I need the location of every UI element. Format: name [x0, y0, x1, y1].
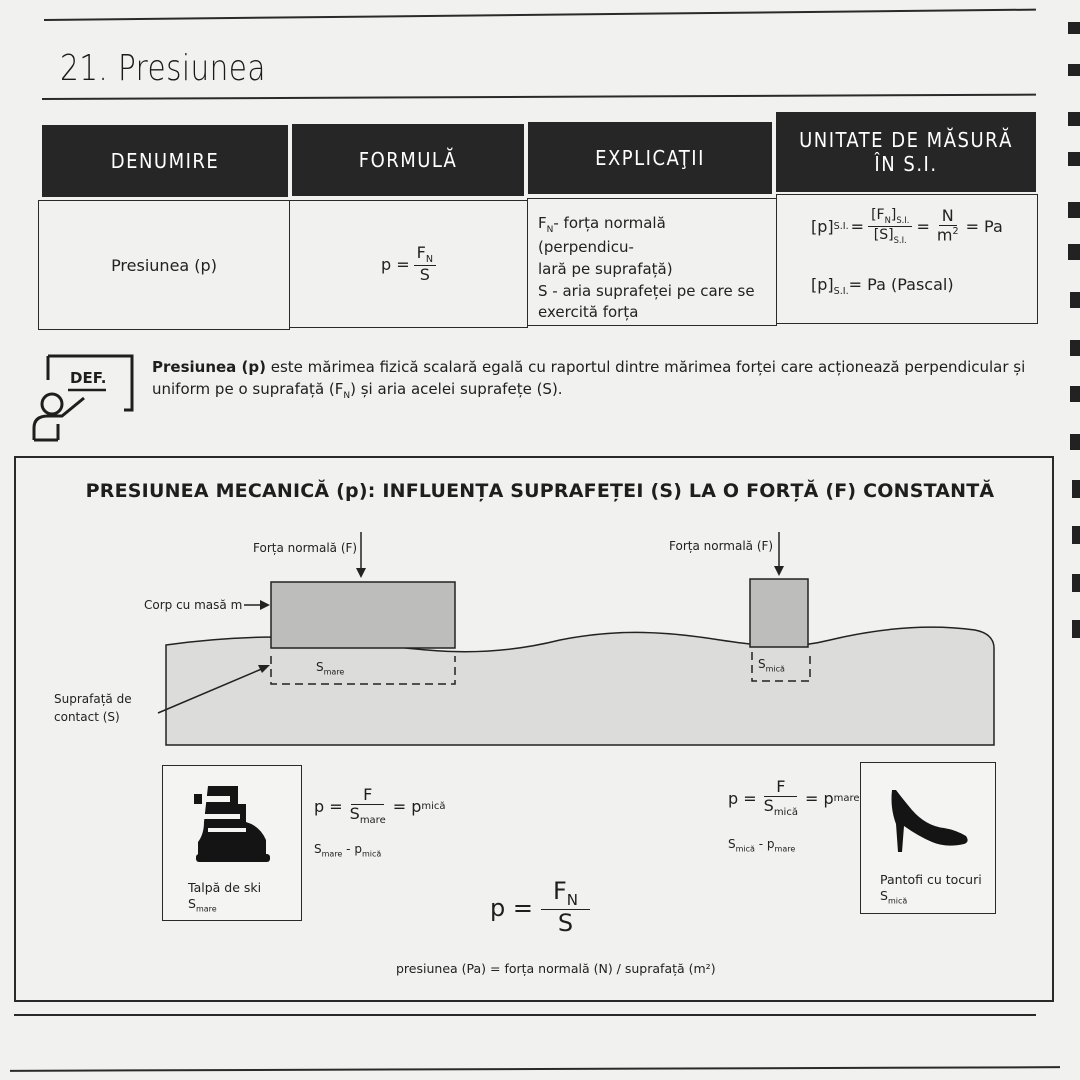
ski-note: $S_{mare} - p_{mică}$ — [314, 842, 382, 859]
diagram-title: PRESIUNEA MECANICĂ (p): INFLUENȚA SUPRAFEȚEI (S) LA O FORȚĂ (F) CONSTANTĂ — [85, 480, 995, 502]
s-mare-label: $S_{mare}$ — [316, 660, 345, 677]
heel-formula: p = $\frac{F}{S_{mică}}$ = p mare — [728, 777, 860, 819]
binding-marks — [1062, 0, 1080, 680]
s-mica-label: $S_{mică}$ — [758, 657, 785, 674]
ski-boot-icon — [190, 782, 274, 868]
definition-icon-label: DEF. — [70, 369, 107, 387]
table-header-formula: FORMULĂ — [292, 124, 524, 196]
bottom-rule — [14, 1014, 1036, 1016]
ski-caption: Talpă de ski $S_{mare}$ — [188, 880, 262, 914]
table-header-unitate: UNITATE DE MĂSURĂ ÎN S.I. — [776, 112, 1036, 192]
body-arrow — [260, 600, 270, 610]
table-header-denumire: DENUMIRE — [42, 125, 288, 197]
ski-formula: p = $\frac{F}{S_{mare}}$ = p mică — [314, 785, 446, 827]
main-formula: p = $\frac{F_N}{S}$ — [490, 878, 590, 938]
force-arrow-right — [774, 566, 784, 576]
force-label-right: Forța normală (F) — [669, 539, 774, 553]
table-header-explicatii: EXPLICAŢII — [528, 122, 772, 194]
large-block — [271, 582, 455, 648]
heel-caption: Pantofi cu tocuri $S_{mică}$ — [880, 872, 982, 906]
body-label: Corp cu masă m — [144, 598, 243, 612]
heel-note: $S_{mică} - p_{mare}$ — [728, 837, 796, 854]
page-title: 21. Presiunea — [60, 48, 266, 89]
formula-fraction: $\frac{F_N}{S}$ — [414, 244, 436, 285]
table-cell-explanation: $F_N-$ forța normală (perpendicu- lară pe suprafață) S - aria suprafeței pe care se exercită forța — [527, 198, 777, 326]
formula-caption: presiunea (Pa) = forța normală (N) / suprafață (m²) — [396, 961, 716, 976]
table-cell-unit: [p] S.I. = $\frac{[F_N]_{S.I.}}{[S]_{S.I.}}$ = $\frac{N}{m^2}$ = Pa $[p]_{S.I.}= Pa$ (Pascal) — [776, 194, 1038, 324]
small-block — [750, 579, 808, 647]
force-label-left: Forța normală (F) — [253, 541, 358, 555]
table-cell-name: Presiunea (p) — [38, 200, 290, 330]
contact-label: Suprafață de contact (S) — [54, 692, 132, 724]
high-heel-icon — [886, 786, 972, 856]
definition-text: Presiunea (p) este mărimea fizică scalară egală cu raportul dintre mărimea forței care acționează perpendicular și uniform pe o suprafață $(F_N)$ și aria acelei suprafețe (S). — [152, 358, 1026, 401]
formula-lhs: p = — [380, 254, 410, 274]
force-arrow-left — [356, 568, 366, 578]
